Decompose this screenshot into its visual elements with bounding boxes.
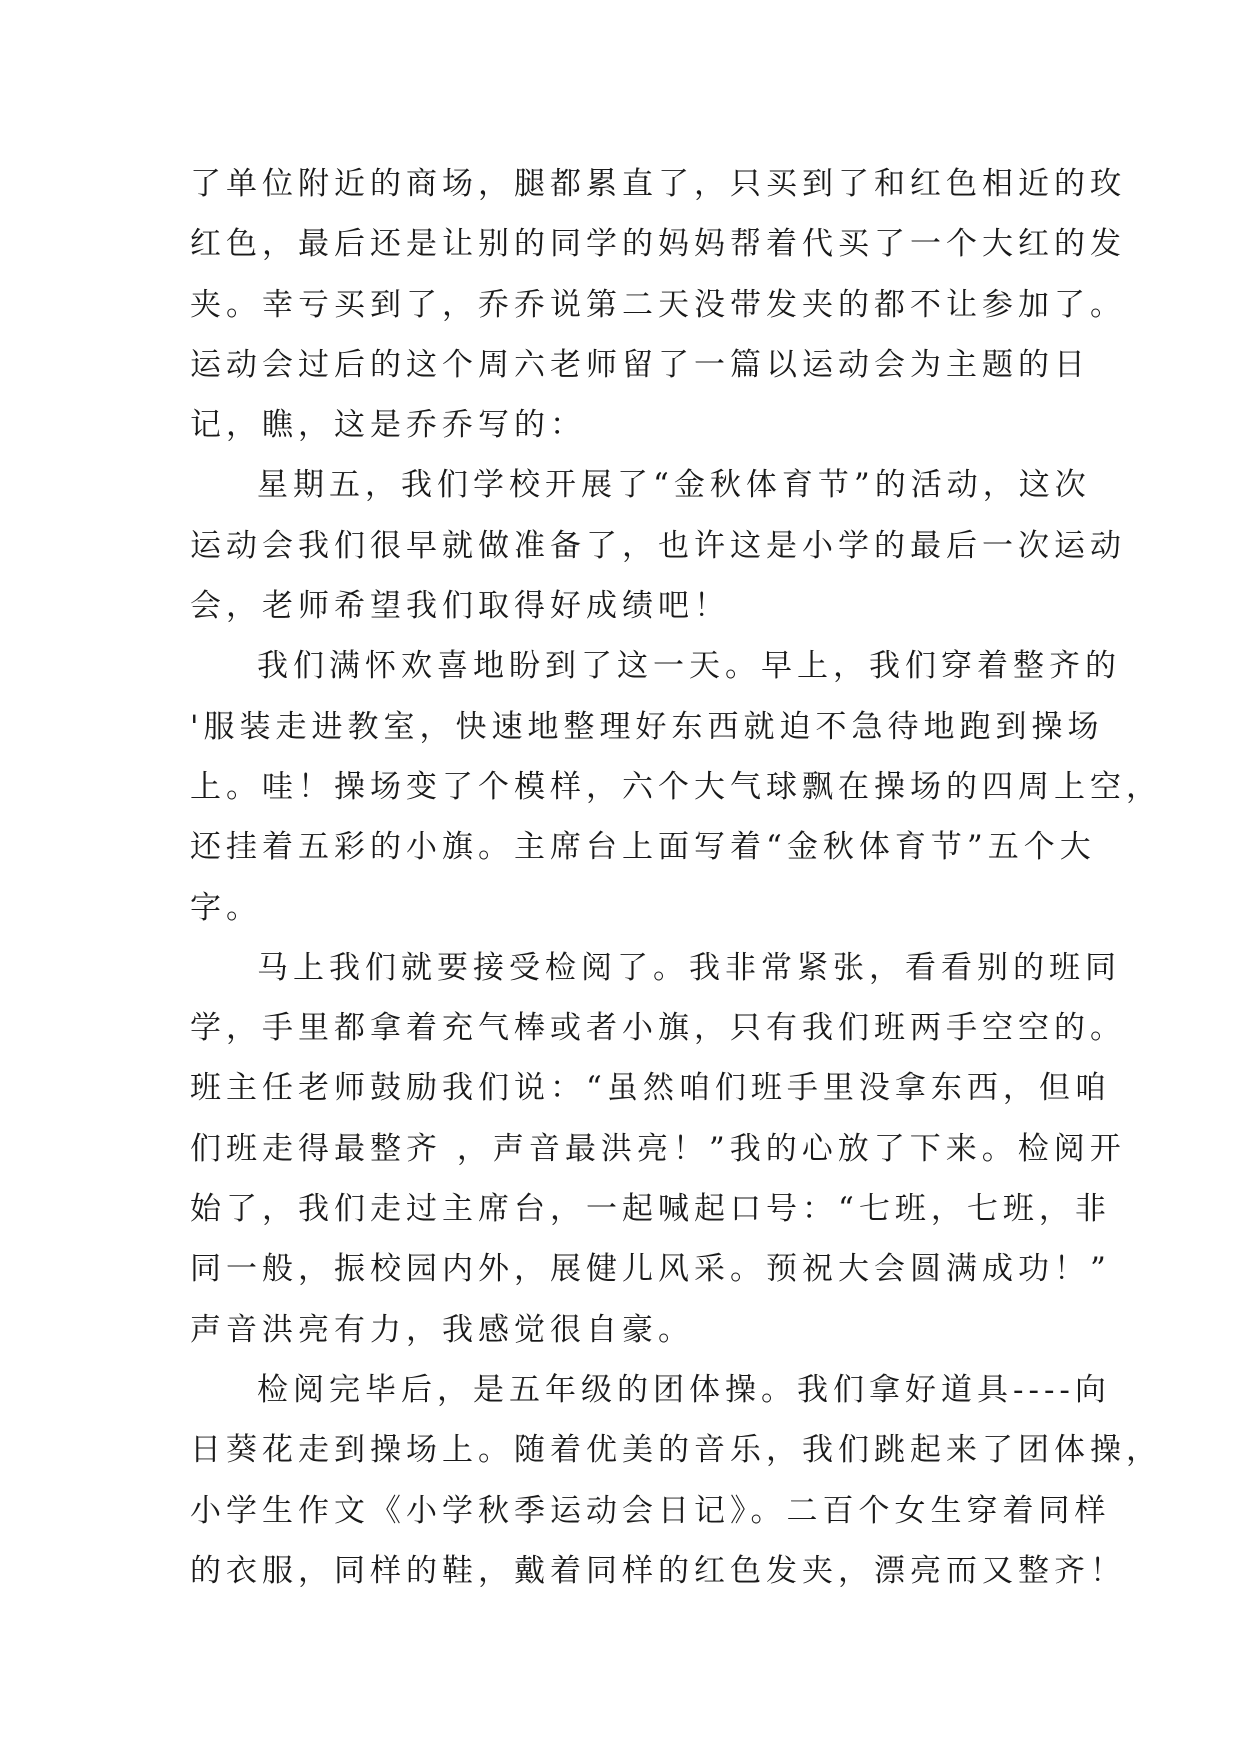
paragraph bbox=[190, 154, 1126, 455]
document-body bbox=[190, 154, 1162, 1601]
paragraph bbox=[190, 455, 1126, 636]
text-line: 的衣服，同样的鞋，戴着同样的红色发夹，漂亮而又整齐！ bbox=[190, 1552, 1126, 1589]
text-line: 班主任老师鼓励我们说：“虽然咱们班手里没拿东西，但咱 bbox=[190, 1070, 1111, 1107]
text-line: 声音洪亮有力，我感觉很自豪。 bbox=[190, 1311, 694, 1348]
text-line: 小学生作文《小学秋季运动会日记》。二百个女生穿着同样 bbox=[190, 1492, 1111, 1529]
text-line: '服装走进教室，快速地整理好东西就迫不急待地跑到操场 bbox=[190, 708, 1104, 745]
text-line: 记，瞧，这是乔乔写的： bbox=[190, 407, 586, 444]
text-line: 们班走得最整齐 ，声音最洪亮！”我的心放了下来。检阅开 bbox=[190, 1130, 1126, 1167]
text-line: 马上我们就要接受检阅了。我非常紧张，看看别的班同 bbox=[257, 949, 1121, 986]
text-line: 字。 bbox=[190, 889, 262, 926]
text-line: 星期五，我们学校开展了“金秋体育节”的活动，这次 bbox=[257, 467, 1091, 504]
paragraph bbox=[190, 1360, 1162, 1601]
text-line: 始了，我们走过主席台，一起喊起口号：“七班，七班，非 bbox=[190, 1191, 1111, 1228]
text-line: 上。哇！操场变了个模样，六个大气球飘在操场的四周上空， bbox=[190, 768, 1162, 805]
paragraph bbox=[190, 636, 1162, 937]
text-line: 我们满怀欢喜地盼到了这一天。早上，我们穿着整齐的 bbox=[257, 648, 1121, 685]
text-line: 夹。幸亏买到了，乔乔说第二天没带发夹的都不让参加了。 bbox=[190, 286, 1126, 323]
text-line: 还挂着五彩的小旗。主席台上面写着“金秋体育节”五个大 bbox=[190, 829, 1096, 866]
text-line: 红色，最后还是让别的同学的妈妈帮着代买了一个大红的发 bbox=[190, 226, 1126, 263]
paragraph bbox=[190, 938, 1126, 1360]
text-line: 了单位附近的商场，腿都累直了，只买到了和红色相近的玫 bbox=[190, 166, 1126, 202]
text-line: 检阅完毕后，是五年级的团体操。我们拿好道具----向 bbox=[257, 1371, 1111, 1408]
text-line: 日葵花走到操场上。随着优美的音乐，我们跳起来了团体操， bbox=[190, 1432, 1162, 1469]
text-line: 同一般，振校园内外，展健儿风采。预祝大会圆满成功！” bbox=[190, 1251, 1111, 1288]
text-line: 会，老师希望我们取得好成绩吧！ bbox=[190, 588, 730, 625]
text-line: 运动会过后的这个周六老师留了一篇以运动会为主题的日 bbox=[190, 346, 1090, 383]
text-line: 运动会我们很早就做准备了，也许这是小学的最后一次运动 bbox=[190, 527, 1126, 564]
text-line: 学，手里都拿着充气棒或者小旗，只有我们班两手空空的。 bbox=[190, 1010, 1126, 1047]
